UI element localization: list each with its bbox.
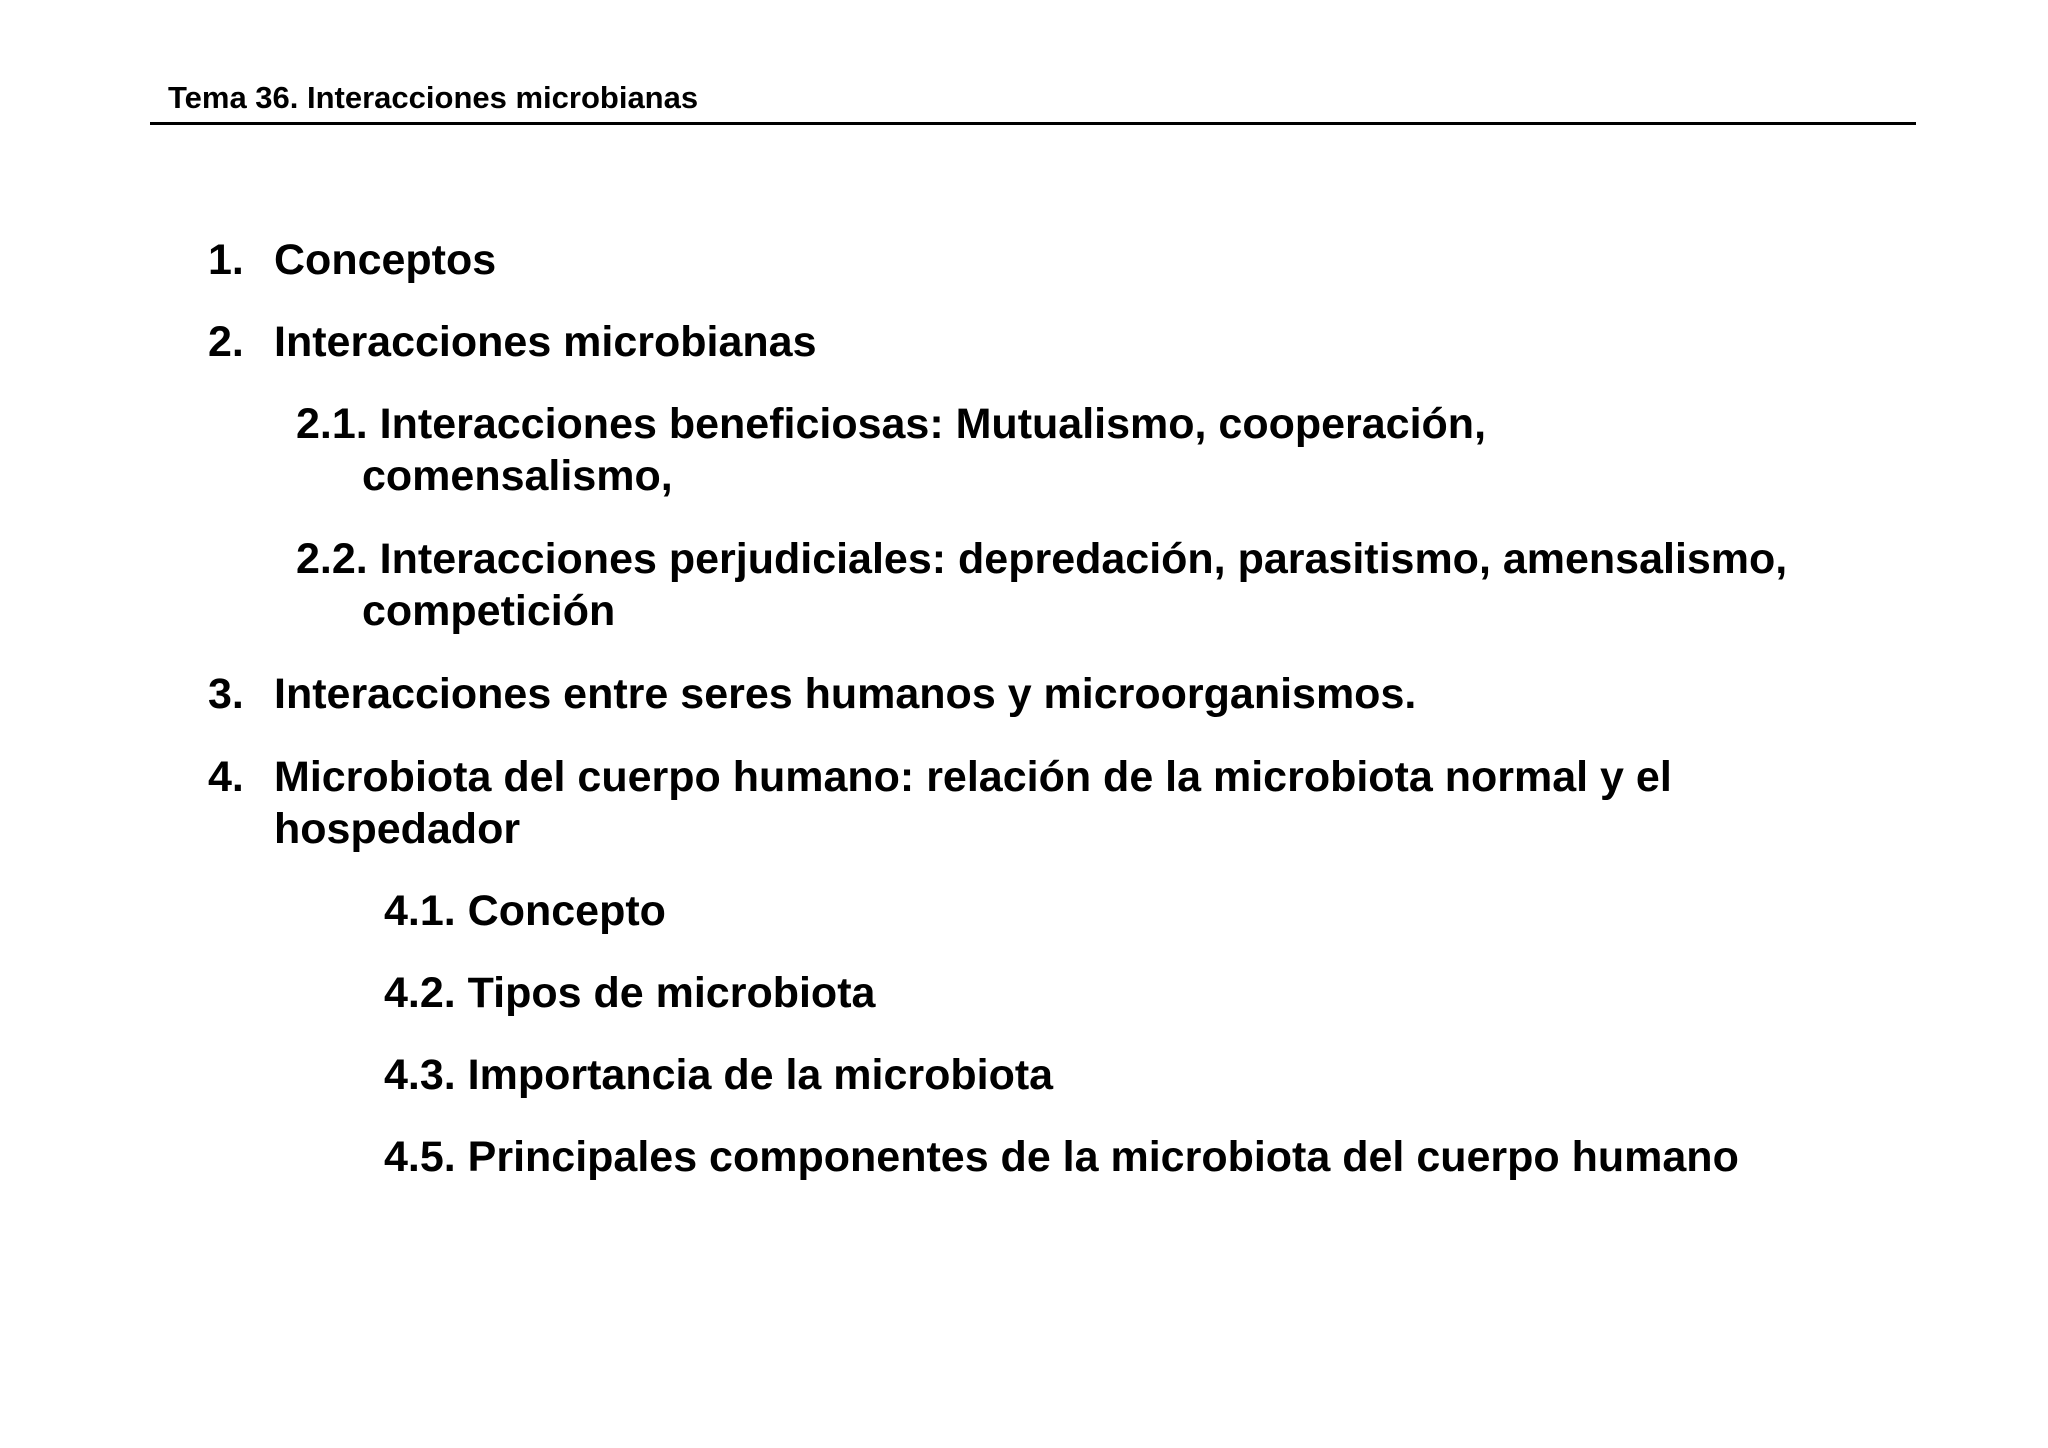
toc-item-number: 3. <box>208 670 244 718</box>
page-header <box>150 74 1916 125</box>
toc-item-text: 4.5. Principales componentes de la microbiota del cuerpo humano <box>384 1133 1739 1181</box>
toc-item-line-continued: hospedador <box>274 805 521 853</box>
toc-item-3 <box>208 668 1416 720</box>
toc-item-2 <box>208 316 817 368</box>
toc-item-4-3 <box>384 1049 1053 1101</box>
toc-item-text: 4.1. Concepto <box>384 887 666 935</box>
toc-item-text: 4.2. Tipos de microbiota <box>384 969 876 1017</box>
toc-item-text: Interacciones entre seres humanos y microorganismos. <box>274 670 1417 718</box>
toc-item-2-2 <box>296 533 1787 637</box>
toc-item-1 <box>208 234 496 286</box>
toc-item-line: Microbiota del cuerpo humano: relación de la microbiota normal y el <box>274 753 1672 801</box>
toc-item-number: 1. <box>208 236 244 284</box>
toc-item-4-5 <box>384 1131 1739 1183</box>
toc-item-line: 2.2. Interacciones perjudiciales: depredación, parasitismo, amensalismo, <box>296 535 1788 583</box>
toc-item-4 <box>208 751 1672 855</box>
toc-item-4-2 <box>384 967 875 1019</box>
header-title: Tema 36. Interacciones microbianas <box>168 80 699 115</box>
toc-item-text: 4.3. Importancia de la microbiota <box>384 1051 1054 1099</box>
toc-item-2-1 <box>296 398 1486 502</box>
toc-item-text-block <box>274 751 1672 855</box>
toc-item-line: 2.1. Interacciones beneficiosas: Mutualismo, cooperación, <box>296 400 1487 448</box>
toc-item-line-continued: comensalismo, <box>362 452 673 500</box>
toc-item-text: Interacciones microbianas <box>274 318 817 366</box>
toc-item-number: 4. <box>208 753 244 801</box>
toc-item-4-1 <box>384 885 666 937</box>
toc-item-text: Conceptos <box>274 236 497 284</box>
toc-item-line-continued: competición <box>362 587 616 635</box>
toc-item-number: 2. <box>208 318 244 366</box>
